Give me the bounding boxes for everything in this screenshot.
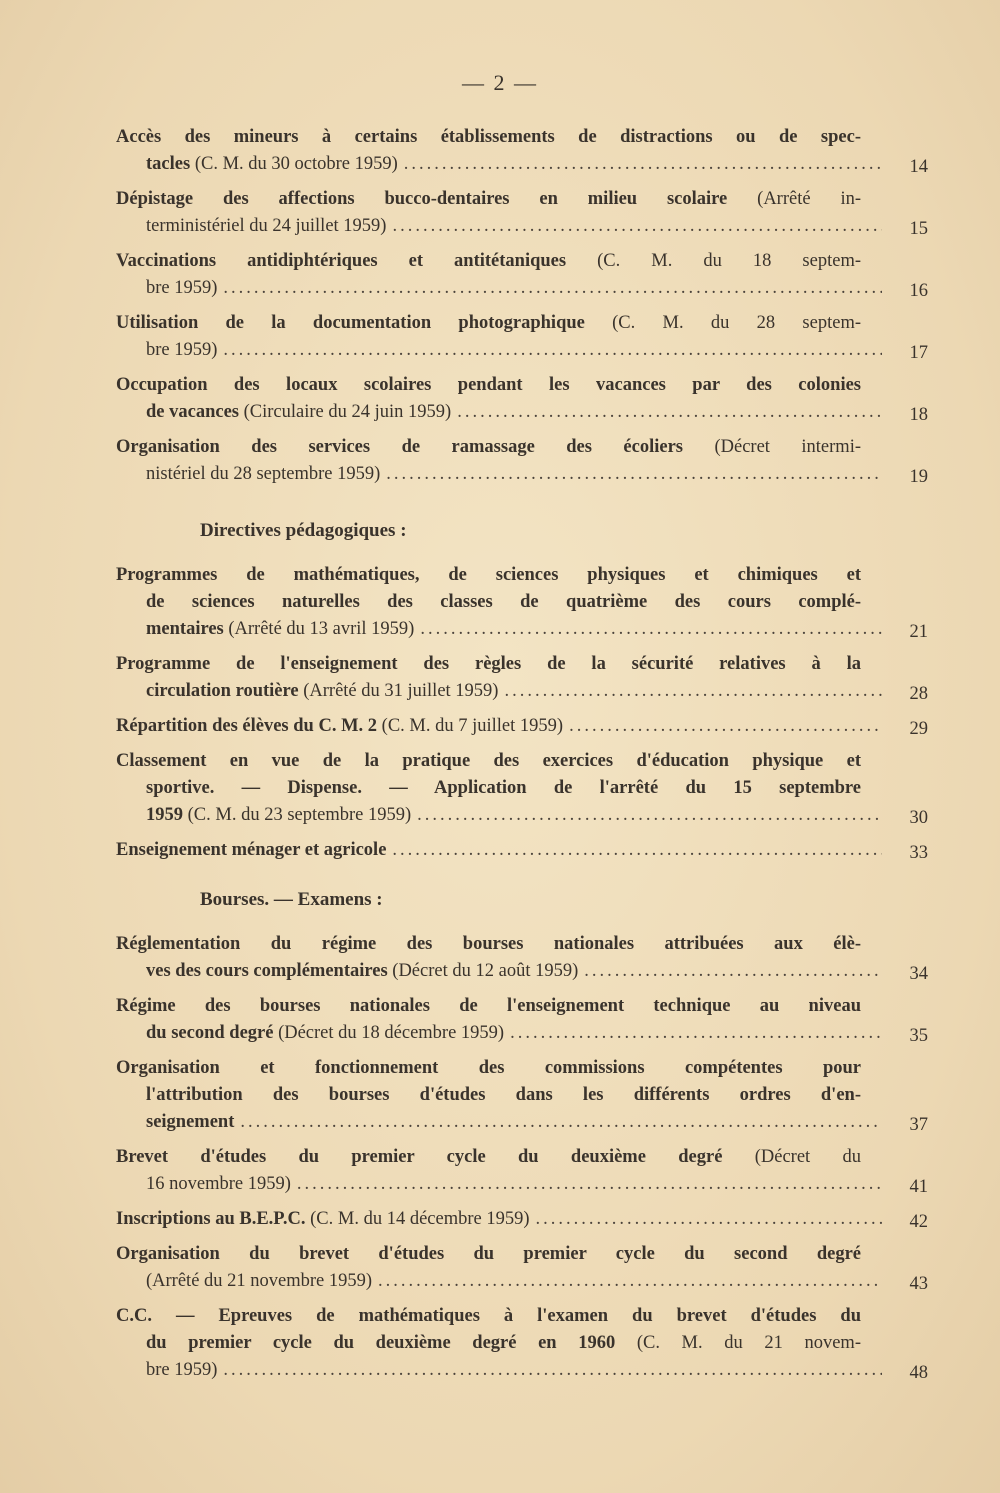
dot-leader: [240, 1109, 882, 1136]
toc-entry: [116, 748, 928, 829]
toc-entry-last-line: [116, 1268, 928, 1295]
toc-entry: [116, 713, 928, 740]
toc-entry-line: Organisation du brevet d'études du premier cycle du second degré: [116, 1244, 861, 1264]
toc-entry-line: Réglementation du régime des bourses nationales attribuées aux élè-: [116, 934, 861, 954]
toc-entry-last-line: [116, 1206, 928, 1233]
toc-entry-line: Utilisation de la documentation photographique (C. M. du 28 septem-: [116, 313, 861, 333]
toc-entry-line: Programme de l'enseignement des règles de la sécurité relatives à la: [116, 654, 861, 674]
toc-entry-line: Régime des bourses nationales de l'enseignement technique au niveau: [116, 996, 861, 1016]
toc-entry: [116, 1144, 928, 1198]
toc-entry-line: Vaccinations antidiphtériques et antitétaniques (C. M. du 18 septem-: [116, 251, 861, 271]
toc-entry-last-line: [116, 616, 928, 643]
toc-entry-line: du premier cycle du deuxième degré en 1960 (C. M. du 21 novem-: [146, 1333, 861, 1353]
toc-entry: [116, 1206, 928, 1233]
dot-leader: [378, 1268, 882, 1295]
toc-entry: [116, 837, 928, 864]
toc-entry-text: Inscriptions au B.E.P.C. (C. M. du 14 décembre 1959): [116, 1209, 530, 1229]
toc-page-number: 43: [909, 1274, 928, 1294]
dot-leader: [392, 837, 882, 864]
dot-leader: [510, 1020, 882, 1047]
toc-group-bourses: [116, 931, 928, 1392]
toc-entry: [116, 372, 928, 426]
toc-entry-text: (Arrêté du 21 novembre 1959): [146, 1271, 373, 1291]
dot-leader: [297, 1171, 882, 1198]
dot-leader: [420, 616, 882, 643]
dot-leader: [223, 337, 882, 364]
dot-leader: [223, 275, 882, 302]
dot-leader: [584, 958, 882, 985]
toc-entry: [116, 1055, 928, 1136]
toc-entry-text: terministériel du 24 juillet 1959): [146, 216, 387, 236]
section-heading-bourses: Bourses. — Examens :: [200, 889, 383, 910]
toc-page-number: 48: [909, 1363, 928, 1383]
toc-entry: [116, 931, 928, 985]
toc-page-number: 28: [909, 684, 928, 704]
toc-page-number: 34: [909, 964, 928, 984]
toc-entry: [116, 124, 928, 178]
toc-entry-text: bre 1959): [146, 340, 218, 360]
toc-entry-text: Enseignement ménager et agricole: [116, 840, 387, 860]
toc-entry-text: du second degré (Décret du 18 décembre 1959): [146, 1023, 505, 1043]
toc-page-number: 21: [909, 622, 928, 642]
toc-group-directives: [116, 562, 928, 872]
dot-leader: [457, 399, 882, 426]
toc-entry: [116, 1241, 928, 1295]
toc-entry-line: sportive. — Dispense. — Application de l'arrêté du 15 septembre: [146, 778, 861, 798]
dot-leader: [504, 678, 882, 705]
toc-entry-last-line: [116, 1171, 928, 1198]
toc-entry-text: bre 1959): [146, 278, 218, 298]
toc-page-number: 19: [909, 467, 928, 487]
toc-entry-last-line: [116, 1357, 928, 1384]
toc-entry-text: seignement: [146, 1112, 235, 1132]
toc-entry-line: l'attribution des bourses d'études dans les différents ordres d'en-: [146, 1085, 861, 1105]
toc-page-number: 15: [909, 219, 928, 239]
toc-entry-line: Organisation et fonctionnement des commissions compétentes pour: [116, 1058, 861, 1078]
toc-entry-line: Dépistage des affections bucco-dentaires en milieu scolaire (Arrêté in-: [116, 189, 861, 209]
toc-entry: [116, 651, 928, 705]
toc-entry-last-line: [116, 802, 928, 829]
toc-entry-text: 1959 (C. M. du 23 septembre 1959): [146, 805, 412, 825]
toc-entry-line: Accès des mineurs à certains établissements de distractions ou de spec-: [116, 127, 861, 147]
toc-page-number: 35: [909, 1026, 928, 1046]
toc-page-number: 33: [909, 843, 928, 863]
toc-entry-last-line: [116, 958, 928, 985]
dot-leader: [404, 151, 882, 178]
toc-entry-text: de vacances (Circulaire du 24 juin 1959): [146, 402, 452, 422]
page-number: — 2 —: [462, 70, 538, 95]
toc-entry: [116, 562, 928, 643]
toc-entry-last-line: [116, 151, 928, 178]
toc-entry-line: Organisation des services de ramassage des écoliers (Décret intermi-: [116, 437, 861, 457]
toc-page-number: 42: [909, 1212, 928, 1232]
toc-group-general: [116, 124, 928, 496]
toc-entry-text: Répartition des élèves du C. M. 2 (C. M. du 7 juillet 1959): [116, 716, 564, 736]
toc-entry-text: ves des cours complémentaires (Décret du 12 août 1959): [146, 961, 579, 981]
toc-entry-last-line: [116, 1109, 928, 1136]
toc-entry: [116, 310, 928, 364]
toc-page-number: 37: [909, 1115, 928, 1135]
toc-page-number: 30: [909, 808, 928, 828]
toc-entry-last-line: [116, 337, 928, 364]
toc-entry-text: circulation routière (Arrêté du 31 juillet 1959): [146, 681, 499, 701]
toc-page-number: 29: [909, 719, 928, 739]
toc-page-number: 14: [909, 157, 928, 177]
toc-entry-text: bre 1959): [146, 1360, 218, 1380]
toc-entry-line: de sciences naturelles des classes de quatrième des cours complé-: [146, 592, 861, 612]
toc-entry: [116, 186, 928, 240]
toc-entry-last-line: [116, 837, 928, 864]
toc-entry-last-line: [116, 678, 928, 705]
dot-leader: [386, 461, 882, 488]
toc-entry: [116, 993, 928, 1047]
toc-entry-line: Brevet d'études du premier cycle du deuxième degré (Décret du: [116, 1147, 861, 1167]
toc-entry: [116, 1303, 928, 1384]
toc-entry-last-line: [116, 399, 928, 426]
toc-entry: [116, 248, 928, 302]
dot-leader: [392, 213, 882, 240]
toc-entry-line: Classement en vue de la pratique des exercices d'éducation physique et: [116, 751, 861, 771]
toc-page-number: 17: [909, 343, 928, 363]
dot-leader: [569, 713, 882, 740]
toc-page-number: 16: [909, 281, 928, 301]
dot-leader: [417, 802, 882, 829]
dot-leader: [223, 1357, 882, 1384]
toc-entry-line: Occupation des locaux scolaires pendant les vacances par des colonies: [116, 375, 861, 395]
toc-page-number: 18: [909, 405, 928, 425]
toc-entry-text: 16 novembre 1959): [146, 1174, 291, 1194]
toc-entry-last-line: [116, 461, 928, 488]
toc-entry-last-line: [116, 1020, 928, 1047]
toc-entry-text: nistériel du 28 septembre 1959): [146, 464, 381, 484]
toc-entry-last-line: [116, 213, 928, 240]
toc-entry: [116, 434, 928, 488]
toc-page-number: 41: [909, 1177, 928, 1197]
section-heading-directives: Directives pédagogiques :: [200, 520, 407, 541]
toc-entry-text: tacles (C. M. du 30 octobre 1959): [146, 154, 398, 174]
toc-entry-last-line: [116, 275, 928, 302]
toc-entry-text: mentaires (Arrêté du 13 avril 1959): [146, 619, 415, 639]
toc-entry-line: C.C. — Epreuves de mathématiques à l'examen du brevet d'études du: [116, 1306, 861, 1326]
dot-leader: [536, 1206, 882, 1233]
toc-entry-line: Programmes de mathématiques, de sciences physiques et chimiques et: [116, 565, 861, 585]
toc-entry-last-line: [116, 713, 928, 740]
